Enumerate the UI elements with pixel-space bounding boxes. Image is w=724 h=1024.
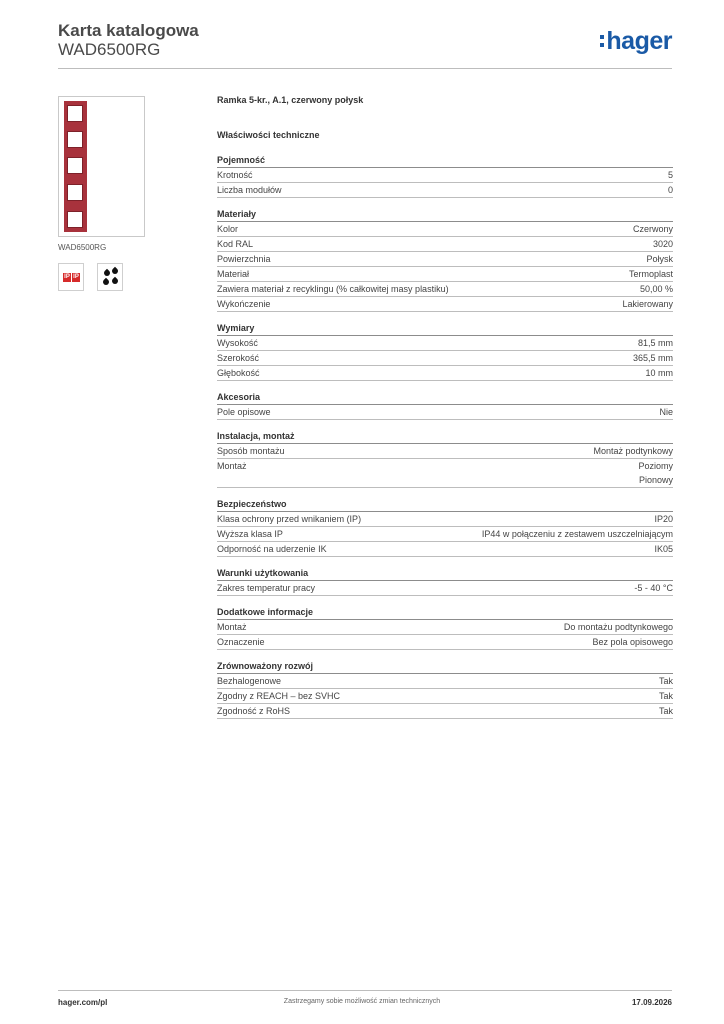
spec-section: [217, 208, 673, 312]
spec-value: 81,5 mm: [637, 338, 673, 348]
frame-slot: [67, 211, 83, 228]
spec-label: Zgodny z REACH – bez SVHC: [217, 691, 341, 701]
spec-section: [217, 498, 673, 557]
drop-shape: [103, 269, 111, 277]
spec-label: Szerokość: [217, 353, 260, 363]
spec-label: Zgodność z RoHS: [217, 706, 291, 716]
spec-label: Krotność: [217, 170, 253, 180]
spec-value: IP20: [654, 514, 673, 524]
frame-slot: [67, 157, 83, 174]
spec-row: [217, 704, 673, 719]
document-title: Karta katalogowa: [58, 21, 199, 40]
spec-row: [217, 351, 673, 366]
spec-value: IP44 w połączeniu z zestawem uszczelniającym: [481, 529, 673, 539]
spec-label: Głębokość: [217, 368, 260, 378]
spec-section: [217, 430, 673, 488]
product-code: WAD6500RG: [58, 40, 161, 59]
ip-label: IP: [64, 274, 70, 280]
spec-value: 365,5 mm: [632, 353, 673, 363]
frame-slot: [67, 131, 83, 148]
spec-row: [217, 689, 673, 704]
drop-shape: [111, 277, 119, 285]
spec-value: 10 mm: [645, 368, 673, 378]
spec-row: [217, 405, 673, 420]
specification-panel: [217, 92, 673, 729]
spec-label: Montaż: [217, 461, 247, 471]
spec-label: Materiał: [217, 269, 250, 279]
section-title: Pojemność: [217, 154, 673, 168]
spec-row: [217, 459, 673, 488]
spec-row: [217, 581, 673, 596]
frame-slot: [67, 184, 83, 201]
spec-section: [217, 606, 673, 650]
section-title: Zrównoważony rozwój: [217, 660, 673, 674]
spec-value: Bez pola opisowego: [592, 637, 673, 647]
product-name: Ramka 5-kr., A.1, czerwony połysk: [217, 95, 364, 105]
spec-value: Nie: [659, 407, 673, 417]
drop-shape: [102, 278, 110, 286]
spec-label: Sposób montażu: [217, 446, 285, 456]
frame-slot: [67, 105, 83, 122]
spec-value: 5: [667, 170, 673, 180]
spec-row: [217, 512, 673, 527]
spec-section: [217, 154, 673, 198]
section-title: Dodatkowe informacje: [217, 606, 673, 620]
spec-row: [217, 527, 673, 542]
spec-label: Powierzchnia: [217, 254, 271, 264]
section-title: Akcesoria: [217, 391, 673, 405]
spec-value: Tak: [658, 706, 673, 716]
footer-date: 17.09.2026: [631, 998, 672, 1007]
spec-row: [217, 282, 673, 297]
spec-sections: [217, 154, 673, 719]
spec-value: 50,00 %: [639, 284, 673, 294]
spec-row: [217, 168, 673, 183]
spec-row: [217, 267, 673, 282]
ip-rating-icon: [58, 263, 84, 291]
spec-label: Liczba modułów: [217, 185, 282, 195]
footer-website: hager.com/pl: [58, 998, 108, 1007]
spec-label: Zakres temperatur pracy: [217, 583, 316, 593]
spec-label: Kod RAL: [217, 239, 254, 249]
spec-value: -5 - 40 °C: [634, 583, 673, 593]
frame-illustration: [64, 101, 87, 232]
spec-section: [217, 567, 673, 596]
spec-section: [217, 322, 673, 381]
footer-disclaimer: Zastrzegamy sobie możliwość zmian technicznych: [283, 998, 441, 1005]
spec-row: [217, 366, 673, 381]
spec-label: Bezhalogenowe: [217, 676, 282, 686]
spec-row: [217, 297, 673, 312]
spec-value: Tak: [658, 676, 673, 686]
spec-row: [217, 674, 673, 689]
spec-row: [217, 252, 673, 267]
spec-value: Do montażu podtynkowego: [563, 622, 673, 632]
logo-dots-icon: [600, 33, 604, 49]
spec-label: Wykończenie: [217, 299, 271, 309]
spec-value: Montaż podtynkowy: [593, 446, 673, 456]
product-image: [58, 96, 145, 237]
spec-value: Połysk: [646, 254, 673, 264]
water-drops-icon: [97, 263, 123, 291]
logo-text: hager: [606, 26, 672, 55]
spec-label: Odporność na uderzenie IK: [217, 544, 327, 554]
section-title: Warunki użytkowania: [217, 567, 673, 581]
section-title: Wymiary: [217, 322, 673, 336]
section-title: Instalacja, montaż: [217, 430, 673, 444]
spec-label: Oznaczenie: [217, 637, 265, 647]
spec-label: Kolor: [217, 224, 239, 234]
spec-row: [217, 620, 673, 635]
section-title: Bezpieczeństwo: [217, 498, 673, 512]
header-divider: [58, 68, 672, 69]
spec-row: [217, 183, 673, 198]
spec-row: [217, 542, 673, 557]
spec-label: Klasa ochrony przed wnikaniem (IP): [217, 514, 362, 524]
spec-label: Zawiera materiał z recyklingu (% całkowitej masy plastiku): [217, 284, 449, 294]
spec-label: Wyższa klasa IP: [217, 529, 283, 539]
spec-row: [217, 444, 673, 459]
spec-section: [217, 660, 673, 719]
ip-label: IP: [73, 274, 79, 280]
image-caption: WAD6500RG: [58, 243, 107, 252]
spec-label: Montaż: [217, 622, 247, 632]
spec-value: Poziomy Pionowy: [638, 461, 673, 485]
spec-row: [217, 635, 673, 650]
spec-label: Wysokość: [217, 338, 258, 348]
spec-row: [217, 237, 673, 252]
spec-value: Termoplast: [628, 269, 673, 279]
spec-value: 0: [667, 185, 673, 195]
spec-row: [217, 222, 673, 237]
spec-row: [217, 336, 673, 351]
hager-logo: [600, 27, 672, 55]
spec-section: [217, 391, 673, 420]
section-title: Materiały: [217, 208, 673, 222]
spec-value: Czerwony: [632, 224, 673, 234]
spec-value: 3020: [652, 239, 673, 249]
footer-divider: [58, 990, 672, 991]
spec-label: Pole opisowe: [217, 407, 271, 417]
drop-shape: [111, 267, 119, 275]
technical-properties-heading: Właściwości techniczne: [217, 130, 320, 140]
spec-value: Tak: [658, 691, 673, 701]
spec-value: Lakierowany: [622, 299, 673, 309]
spec-value: IK05: [654, 544, 673, 554]
